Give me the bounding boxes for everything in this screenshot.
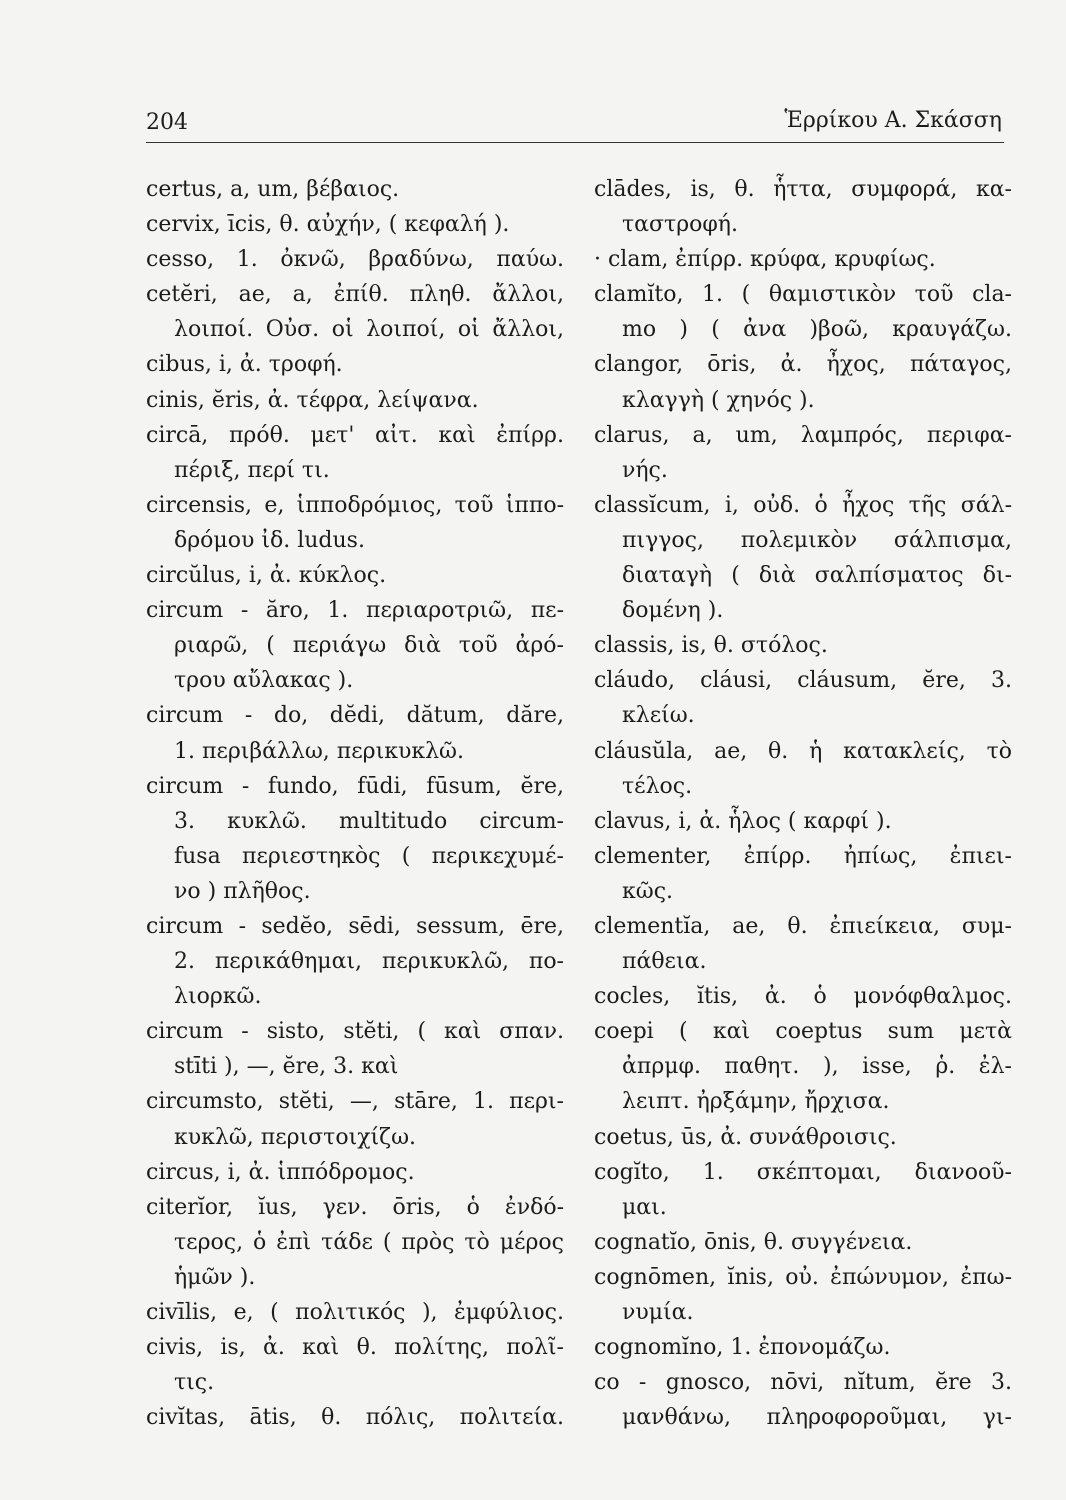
- entry-line: ριαρῶ, ( περιάγω διὰ τοῦ ἀρό-: [174, 633, 564, 659]
- entry-line: λειπτ. ἠρξάμην, ἤρχισα.: [622, 1089, 890, 1115]
- entry-line: νο ) πλῆθος.: [174, 878, 311, 904]
- entry-line: classĭcum, i, οὐδ. ὁ ἦχος τῆς σάλ-: [594, 492, 1012, 518]
- entry-line: stīti ), —, ĕre, 3. καὶ: [174, 1054, 399, 1080]
- entry-line: 2. περικάθημαι, περικυκλῶ, πο-: [174, 949, 564, 975]
- entry-line: co - gnosco, nōvi, nĭtum, ĕre 3.: [594, 1370, 1012, 1396]
- entry-line: ταστροφή.: [622, 212, 738, 238]
- entry-line: citerĭor, ĭus, γεν. ōris, ὁ ἐνδό-: [146, 1194, 564, 1220]
- entry-line: δομένη ).: [622, 598, 724, 624]
- entry-line: coetus, ūs, ἀ. συνάθροισις.: [594, 1124, 897, 1150]
- entry-line: cognomĭno, 1. ἐπονομάζω.: [594, 1335, 891, 1361]
- entry-line: clādes, is, θ. ἧττα, συμφορά, κα-: [594, 177, 1012, 202]
- entry-line: circum - do, dĕdi, dătum, dăre,: [146, 703, 564, 729]
- entry-line: 1. περιβάλλω, περικυκλῶ.: [174, 738, 464, 764]
- entry-line: circum - fundo, fūdi, fūsum, ĕre,: [146, 773, 564, 799]
- right-column: [594, 172, 1012, 1435]
- entry-line: μανθάνω, πληροφοροῦμαι, γι-: [622, 1405, 1012, 1431]
- entry-line: cocles, ĭtis, ἀ. ὁ μονόφθαλμος.: [594, 984, 1012, 1010]
- entry-line: κλείω.: [622, 703, 695, 729]
- entry-line: coepi ( καὶ coeptus sum μετὰ: [594, 1019, 1012, 1045]
- entry-line: clavus, i, ἀ. ἧλος ( καρφί ).: [594, 808, 892, 834]
- page-header: [146, 102, 1004, 142]
- entry-line: νυμία.: [622, 1300, 694, 1325]
- entry-line: ἡμῶν ).: [174, 1264, 256, 1290]
- entry-line: νής.: [622, 457, 668, 483]
- entry-line: circensis, e, ἱπποδρόμιος, τοῦ ἱππο-: [146, 492, 564, 518]
- entry-line: clangor, ōris, ἀ. ἦχος, πάταγος,: [594, 352, 1012, 378]
- entry-line: κλαγγὴ ( χηνός ).: [622, 387, 815, 413]
- entry-line: circā, πρόθ. μετ' αἰτ. καὶ ἐπίρρ.: [146, 422, 564, 448]
- header-rule: [146, 142, 1004, 143]
- entry-line: 3. κυκλῶ. multitudo circum-: [174, 808, 564, 834]
- entry-line: διαταγὴ ( διὰ σαλπίσματος δι-: [622, 563, 1012, 589]
- entry-line: πάθεια.: [622, 949, 707, 975]
- entry-line: circumsto, stĕti, —, stāre, 1. περι-: [146, 1089, 564, 1115]
- entry-line: classis, is, θ. στόλος.: [594, 633, 828, 659]
- entry-line: τερος, ὁ ἐπὶ τάδε ( πρὸς τὸ μέρος: [174, 1229, 564, 1255]
- entry-line: τέλος.: [622, 773, 693, 799]
- entry-line: κῶς.: [622, 878, 674, 904]
- entry-line: cognōmen, ĭnis, οὐ. ἐπώνυμον, ἐπω-: [594, 1264, 1012, 1290]
- left-column: [146, 172, 564, 1435]
- entry-line: fusa περιεστηκὸς ( περικεχυμέ-: [174, 843, 564, 869]
- entry-line: clementer, ἐπίρρ. ἠπίως, ἐπιει-: [594, 843, 1012, 869]
- entry-line: cetĕri, ae, a, ἐπίθ. πληθ. ἄλλοι,: [146, 282, 564, 308]
- entry-line: cesso, 1. ὀκνῶ, βραδύνω, παύω.: [146, 247, 564, 273]
- entry-line: certus, a, um, βέβαιος.: [146, 177, 400, 202]
- entry-line: τρου αὔλακας ).: [174, 668, 354, 694]
- entry-line: cogĭto, 1. σκέπτομαι, διανοοῦ-: [594, 1159, 1012, 1185]
- entry-line: circum - sedĕo, sēdi, sessum, ēre,: [146, 913, 564, 939]
- entry-line: cervix, īcis, θ. αὐχήν, ( κεφαλή ).: [146, 212, 510, 238]
- entry-line: cláudo, cláusi, cláusum, ĕre, 3.: [594, 668, 1012, 694]
- entry-line: λοιποί. Οὐσ. οἱ λοιποί, οἱ ἄλλοι,: [174, 317, 564, 343]
- entry-line: cinis, ĕris, ἀ. τέφρα, λείψανα.: [146, 387, 479, 413]
- entry-line: civīlis, e, ( πολιτικός ), ἐμφύλιος.: [146, 1300, 564, 1325]
- entry-line: clamĭto, 1. ( θαμιστικὸν τοῦ cla-: [594, 282, 1012, 308]
- entry-line: civĭtas, ātis, θ. πόλις, πολιτεία.: [146, 1405, 564, 1431]
- entry-line: clementĭa, ae, θ. ἐπιείκεια, συμ-: [594, 913, 1012, 939]
- entry-line: ἀπρμφ. παθητ. ), isse, ῥ. ἐλ-: [622, 1054, 1012, 1080]
- running-title: Ἑρρίκου Α. Σκάσση: [784, 108, 1002, 133]
- entry-line: circum - ăro, 1. περιαροτριῶ, πε-: [146, 598, 564, 624]
- entry-line: cibus, i, ἀ. τροφή.: [146, 352, 343, 378]
- entry-line: circus, i, ἀ. ἱππόδρομος.: [146, 1159, 415, 1185]
- entry-line: circum - sisto, stĕti, ( καὶ σπαν.: [146, 1019, 564, 1045]
- entry-line: civis, is, ἀ. καὶ θ. πολίτης, πολῖ-: [146, 1335, 564, 1361]
- entry-line: · clam, ἐπίρρ. κρύφα, κρυφίως.: [594, 247, 936, 273]
- entry-line: circŭlus, i, ἀ. κύκλος.: [146, 563, 387, 589]
- entry-line: πέριξ, περί τι.: [174, 457, 330, 483]
- entry-line: cláusŭla, ae, θ. ἡ κατακλείς, τὸ: [594, 738, 1012, 764]
- entry-line: λιορκῶ.: [174, 984, 262, 1010]
- entry-line: clarus, a, um, λαμπρός, περιφα-: [594, 422, 1012, 448]
- entry-line: κυκλῶ, περιστοιχίζω.: [174, 1124, 417, 1150]
- entry-line: μαι.: [622, 1194, 667, 1220]
- entry-line: πιγγος, πολεμικὸν σάλπισμα,: [622, 527, 1012, 553]
- entry-line: cognatĭo, ōnis, θ. συγγένεια.: [594, 1229, 913, 1255]
- entry-line: τις.: [174, 1370, 215, 1396]
- entry-line: δρόμου ἰδ. ludus.: [174, 527, 365, 553]
- page-number: 204: [146, 110, 188, 135]
- entry-line: mo ) ( ἀνα )βοῶ, κραυγάζω.: [622, 317, 1012, 343]
